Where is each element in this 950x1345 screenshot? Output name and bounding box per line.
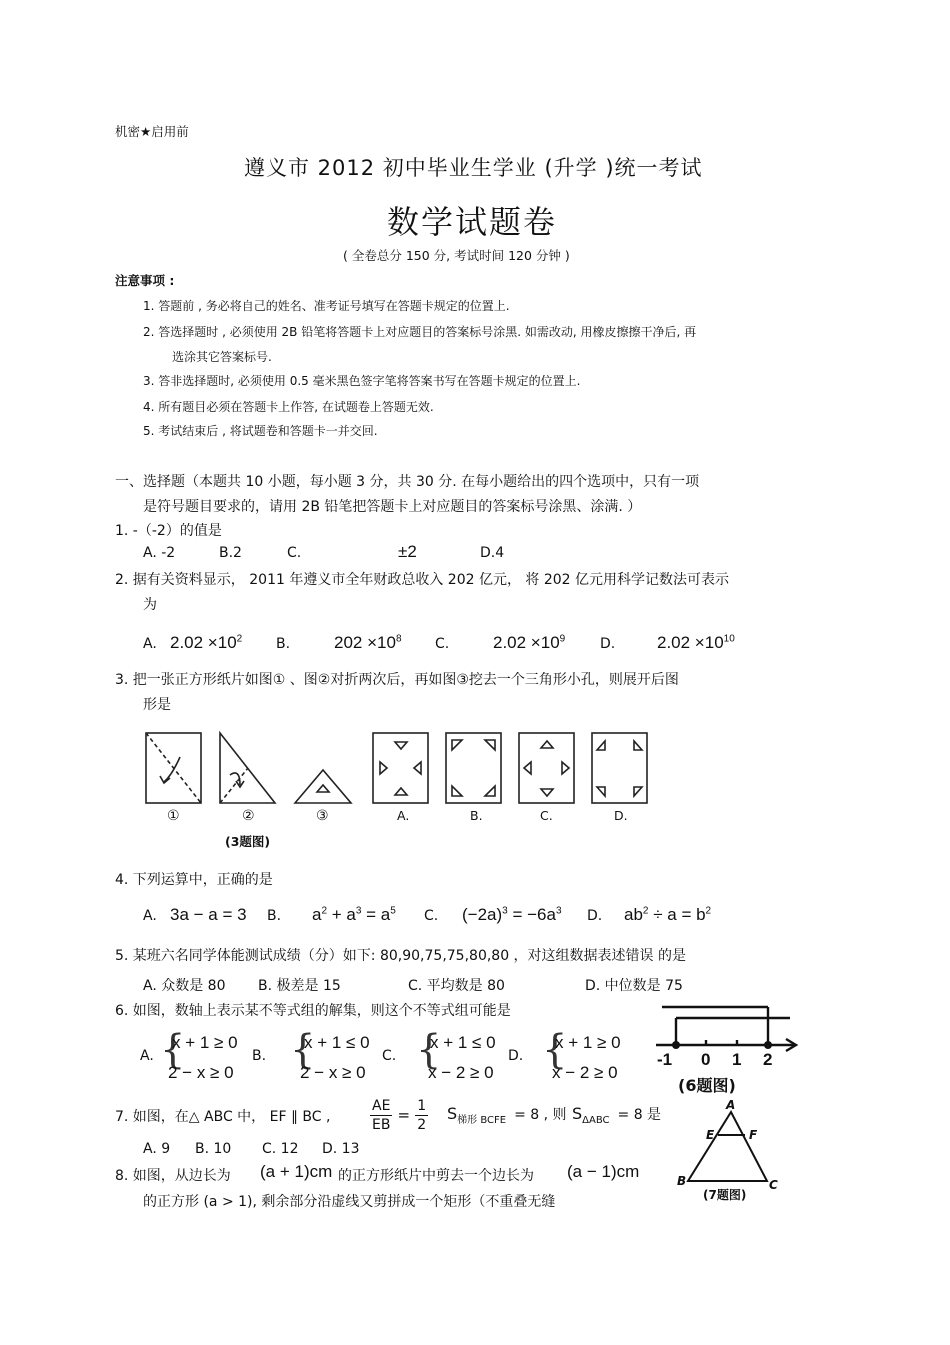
q3-b-hole bbox=[452, 786, 462, 796]
q6-d-brace: { bbox=[542, 1027, 568, 1073]
q2-option-a: A. bbox=[143, 636, 157, 652]
notice-heading: 注意事项 : bbox=[115, 273, 175, 288]
q3-fold-arrow-1 bbox=[164, 757, 180, 782]
paper-title: 数学试题卷 bbox=[387, 203, 558, 241]
q3-d-hole bbox=[597, 741, 605, 750]
q1-option-b: B.2 bbox=[219, 545, 242, 561]
q3-label-d: D. bbox=[614, 808, 628, 823]
q3-fold-arrow-2 bbox=[230, 773, 240, 785]
q3-label-3: ③ bbox=[316, 808, 329, 824]
q2-stem-cont: 为 bbox=[143, 597, 157, 613]
q3-label-2: ② bbox=[242, 808, 255, 824]
q4-c-term: (−2a) bbox=[462, 905, 503, 924]
q4-option-d: D. bbox=[587, 908, 603, 924]
q4-b-exp: 5 bbox=[390, 905, 396, 917]
q3-square-1 bbox=[146, 733, 201, 803]
q7-s2: S bbox=[572, 1104, 583, 1123]
q7-option-c: C. 12 bbox=[262, 1141, 299, 1157]
q5-option-a: A. 众数是 80 bbox=[143, 978, 226, 994]
q6-solid-dot bbox=[672, 1041, 680, 1049]
q7-frac1-num: AE bbox=[372, 1098, 391, 1114]
q6-axis-arrow bbox=[786, 1039, 796, 1051]
q4-option-b: B. bbox=[267, 908, 282, 924]
notice-item: 4. 所有题目必须在答题卡上作答, 在试题卷上答题无效. bbox=[143, 400, 434, 414]
q6-caption: (6题图) bbox=[678, 1076, 736, 1095]
q2-option-c-value bbox=[493, 633, 565, 653]
q6-c-line2: x − 2 ≥ 0 bbox=[428, 1063, 494, 1082]
notice-item: 选涂其它答案标号. bbox=[172, 350, 272, 364]
q8-stem-cont: 的正方形 (a > 1), 剩余部分沿虚线又剪拼成一个矩形（不重叠无缝 bbox=[143, 1194, 556, 1210]
q5-option-d: D. 中位数是 75 bbox=[585, 978, 683, 994]
q3-stem: 3. 把一张正方形纸片如图① 、图②对折两次后，再如图③挖去一个三角形小孔，则展开后图 bbox=[115, 672, 679, 688]
q6-tick-label: 2 bbox=[763, 1050, 773, 1069]
q6-c-brace: { bbox=[416, 1027, 442, 1073]
q7-area-trapezoid bbox=[447, 1104, 567, 1126]
q4-b-exp: 3 bbox=[355, 905, 362, 917]
q2-option-b: B. bbox=[276, 636, 291, 652]
q4-c-term: = −6a bbox=[507, 905, 556, 924]
q4-stem: 4. 下列运算中，正确的是 bbox=[115, 872, 273, 888]
q7-frac2-den: 2 bbox=[417, 1117, 427, 1133]
q8-stem: 8. 如图，从边长为 bbox=[115, 1168, 231, 1184]
q7-s1: S bbox=[447, 1104, 458, 1123]
q7-s2-sub: ΔABC bbox=[582, 1115, 610, 1127]
q4-b-term: + a bbox=[327, 905, 356, 924]
q4-b-term: a bbox=[312, 905, 322, 924]
q6-a-line2: 2 − x ≥ 0 bbox=[168, 1063, 234, 1082]
q5-stem: 5. 某班六名同学体能测试成绩（分）如下: 80,90,75,75,80,80 ，对这组数据表述错误 的是 bbox=[115, 948, 687, 964]
q6-c-line1: x + 1 ≤ 0 bbox=[430, 1033, 496, 1052]
q2-d-exp: 10 bbox=[723, 633, 735, 645]
q3-arrowhead-1 bbox=[160, 776, 170, 783]
q2-option-d-value bbox=[657, 633, 735, 653]
q7-frac2-num: 1 bbox=[417, 1098, 427, 1114]
q3-b-hole bbox=[485, 740, 495, 750]
q4-b-exp: 2 bbox=[321, 905, 328, 917]
q3-c-hole bbox=[562, 762, 569, 774]
q4-d-exp: 2 bbox=[642, 905, 649, 917]
q3-d-hole bbox=[634, 787, 642, 796]
q3-label-a: A. bbox=[397, 808, 410, 823]
q3-option-b-square bbox=[446, 733, 501, 803]
q2-a-exp: 2 bbox=[236, 633, 243, 645]
section-heading: 一、选择题（本题共 10 小题，每小题 3 分，共 30 分. 在每小题给出的四个选项中，只有一项 bbox=[115, 474, 700, 490]
q6-tick-label: 0 bbox=[701, 1050, 711, 1069]
q3-b-hole bbox=[452, 740, 462, 750]
section-heading-cont: 是符号题目要求的，请用 2B 铅笔把答题卡上对应题目的答案标号涂黑、涂满. ） bbox=[143, 499, 642, 515]
q3-triangle-3 bbox=[295, 770, 351, 803]
q6-option-c: C. bbox=[382, 1048, 397, 1064]
q7-s1-val: = 8 , 则 bbox=[514, 1107, 567, 1123]
q5-option-b: B. 极差是 15 bbox=[258, 978, 341, 994]
q4-c-exp: 3 bbox=[502, 905, 508, 917]
q3-option-c-square bbox=[519, 733, 574, 803]
q2-stem: 2. 据有关资料显示， 2011 年遵义市全年财政总收入 202 亿元， 将 202 亿元用科学记数法可表示 bbox=[115, 572, 730, 588]
q6-a-line1: x + 1 ≥ 0 bbox=[172, 1033, 238, 1052]
q7-option-d: D. 13 bbox=[322, 1141, 360, 1157]
q7-triangle bbox=[688, 1112, 767, 1181]
q6-tick-label: -1 bbox=[657, 1050, 673, 1069]
q4-d-term: ÷ a = b bbox=[648, 905, 706, 924]
q3-arrowhead-2 bbox=[236, 781, 244, 787]
q3-c-hole bbox=[541, 789, 553, 796]
q6-d-line2: x − 2 ≥ 0 bbox=[552, 1063, 618, 1082]
q3-fold-line-2 bbox=[220, 768, 248, 803]
q8-stem-mid: 的正方形纸片中剪去一个边长为 bbox=[338, 1168, 534, 1184]
q7-equals: = bbox=[397, 1106, 411, 1124]
q7-fraction-ae-eb bbox=[370, 1097, 428, 1134]
q4-b-term: = a bbox=[361, 905, 391, 924]
q7-vertex-c: C bbox=[769, 1178, 778, 1192]
q2-b-base: 202 ×10 bbox=[334, 633, 396, 652]
q2-option-a-value bbox=[170, 633, 242, 653]
q2-option-d: D. bbox=[600, 636, 616, 652]
q1-stem: 1. -（-2）的值是 bbox=[115, 523, 222, 539]
q3-d-hole bbox=[634, 741, 642, 750]
q6-stem: 6. 如图，数轴上表示某不等式组的解集，则这个不等式组可能是 bbox=[115, 1003, 511, 1019]
q4-option-c-expr bbox=[462, 905, 562, 925]
q6-option-d: D. bbox=[508, 1048, 524, 1064]
q4-option-c: C. bbox=[424, 908, 439, 924]
q2-c-exp: 9 bbox=[559, 633, 566, 645]
q3-triangle-2 bbox=[220, 733, 275, 803]
q3-option-a-square bbox=[373, 733, 428, 803]
q2-option-c: C. bbox=[435, 636, 450, 652]
q8-expr-outer: (a + 1)cm bbox=[260, 1162, 333, 1181]
q2-a-base: 2.02 ×10 bbox=[170, 633, 237, 652]
q2-d-base: 2.02 ×10 bbox=[657, 633, 724, 652]
q2-option-b-value bbox=[334, 633, 402, 653]
q1-option-c-value: ±2 bbox=[398, 542, 417, 561]
q6-d-line1: x + 1 ≥ 0 bbox=[555, 1033, 621, 1052]
q3-a-hole bbox=[395, 788, 407, 795]
q3-option-d-square bbox=[592, 733, 647, 803]
q3-caption: (3题图) bbox=[225, 834, 271, 849]
q3-fold-line-1 bbox=[146, 733, 201, 803]
q3-hole-3 bbox=[317, 785, 329, 792]
q3-label-b: B. bbox=[470, 808, 483, 823]
q3-stem-cont: 形是 bbox=[143, 697, 171, 713]
q3-b-hole bbox=[485, 786, 495, 796]
q2-b-exp: 8 bbox=[395, 633, 402, 645]
q4-option-a: A. bbox=[143, 908, 157, 924]
q6-tick-label: 1 bbox=[732, 1050, 742, 1069]
q7-frac1-den: EB bbox=[371, 1117, 391, 1133]
q6-b-line2: 2 − x ≥ 0 bbox=[300, 1063, 366, 1082]
q4-d-exp: 2 bbox=[705, 905, 712, 917]
q7-s1-sub: 梯形 BCFE bbox=[457, 1115, 507, 1127]
q7-area-triangle bbox=[572, 1104, 661, 1126]
q5-option-c: C. 平均数是 80 bbox=[408, 978, 505, 994]
q1-option-d: D.4 bbox=[480, 545, 505, 561]
confidential-label: 机密★启用前 bbox=[115, 124, 189, 139]
q3-a-hole bbox=[380, 762, 387, 774]
q1-option-c: C. bbox=[287, 545, 302, 561]
notice-item: 3. 答非选择题时, 必须使用 0.5 毫米黑色签字笔将答案书写在答题卡规定的位置上. bbox=[143, 374, 581, 388]
q3-a-hole bbox=[414, 762, 421, 774]
q6-b-line1: x + 1 ≤ 0 bbox=[304, 1033, 370, 1052]
q7-vertex-b: B bbox=[677, 1174, 687, 1188]
q7-s2-val: = 8 是 bbox=[617, 1107, 662, 1123]
exam-info: ( 全卷总分 150 分, 考试时间 120 分钟 ) bbox=[343, 248, 570, 263]
q3-c-hole bbox=[524, 762, 531, 774]
q4-option-b-expr bbox=[312, 905, 396, 925]
q7-vertex-a: A bbox=[726, 1098, 736, 1112]
q8-expr-inner: (a − 1)cm bbox=[567, 1162, 640, 1181]
q7-option-b: B. 10 bbox=[195, 1141, 232, 1157]
notice-item: 5. 考试结束后 , 将试题卷和答题卡一并交回. bbox=[143, 424, 378, 438]
q7-caption: (7题图) bbox=[703, 1188, 747, 1202]
q4-d-term: ab bbox=[624, 905, 643, 924]
q3-label-1: ① bbox=[167, 808, 180, 824]
q7-vertex-e: E bbox=[706, 1128, 715, 1142]
q3-c-hole bbox=[541, 741, 553, 748]
q1-option-a: A. -2 bbox=[143, 545, 176, 561]
q7-vertex-f: F bbox=[749, 1128, 758, 1142]
q3-d-hole bbox=[597, 787, 605, 796]
q4-option-a-expr: 3a − a = 3 bbox=[170, 905, 247, 924]
q7-option-a: A. 9 bbox=[143, 1141, 171, 1157]
q4-option-d-expr bbox=[624, 905, 711, 925]
q6-solid-dot bbox=[764, 1041, 772, 1049]
q2-c-base: 2.02 ×10 bbox=[493, 633, 560, 652]
q6-option-b: B. bbox=[252, 1048, 267, 1064]
q6-b-brace: { bbox=[290, 1027, 316, 1073]
exam-title: 遵义市 2012 初中毕业生学业 (升学 )统一考试 bbox=[244, 156, 703, 180]
q6-option-a: A. bbox=[140, 1048, 154, 1064]
q7-stem: 7. 如图，在△ ABC 中， EF ∥ BC , bbox=[115, 1109, 331, 1125]
q4-c-exp: 3 bbox=[555, 905, 562, 917]
q3-a-hole bbox=[395, 742, 407, 749]
q6-a-brace: { bbox=[160, 1027, 186, 1073]
notice-item: 2. 答选择题时 , 必须使用 2B 铅笔将答题卡上对应题目的答案标号涂黑. 如需改动, 用橡皮擦擦干净后, 再 bbox=[143, 325, 697, 339]
q3-label-c: C. bbox=[540, 808, 553, 823]
notice-item: 1. 答题前 , 务必将自己的姓名、准考证号填写在答题卡规定的位置上. bbox=[143, 299, 510, 313]
